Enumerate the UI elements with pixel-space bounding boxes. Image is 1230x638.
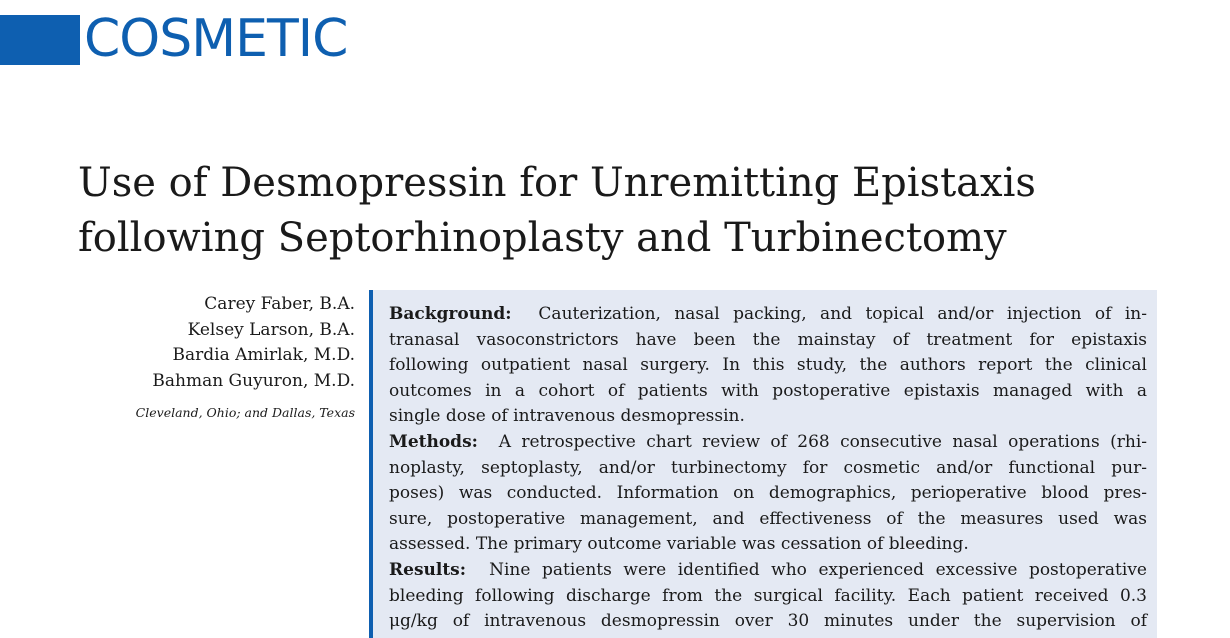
article-title-line: Use of Desmopressin for Unremitting Epistaxis bbox=[78, 160, 1036, 206]
abstract-line: bleeding following discharge from the surgical facility. Each patient received 0.3 bbox=[389, 585, 1147, 606]
methods-text: A retrospective chart review of 268 consecutive nasal operations (rhi- bbox=[498, 431, 1147, 452]
abstract-line: sure, postoperative management, and effectiveness of the measures used was bbox=[389, 508, 1147, 529]
section-label: COSMETIC bbox=[84, 9, 348, 69]
author-affiliation: Cleveland, Ohio; and Dallas, Texas bbox=[135, 405, 355, 420]
abstract-box bbox=[369, 290, 1157, 638]
background-heading: Background: bbox=[389, 304, 512, 324]
author-block bbox=[70, 292, 355, 422]
background-text: Cauterization, nasal packing, and topical and/or injection of in- bbox=[538, 304, 1147, 324]
results-text: Nine patients were identified who experienced excessive postoperative bbox=[489, 559, 1147, 580]
author-name: Bahman Guyuron, M.D. bbox=[152, 370, 355, 391]
results-heading: Results: bbox=[389, 559, 467, 580]
abstract-line: single dose of intravenous desmopressin. bbox=[389, 406, 745, 427]
article-title-line: following Septorhinoplasty and Turbinectomy bbox=[78, 215, 1007, 261]
abstract-line bbox=[389, 558, 1147, 584]
abstract-line: μg/kg of intravenous desmopressin over 30 minutes under the supervision of bbox=[389, 611, 1147, 632]
methods-heading: Methods: bbox=[389, 431, 478, 452]
author-name: Bardia Amirlak, M.D. bbox=[172, 345, 355, 365]
abstract-line bbox=[389, 302, 1147, 328]
abstract-line: assessed. The primary outcome variable was cessation of bleeding. bbox=[389, 534, 969, 555]
abstract-line: tranasal vasoconstrictors have been the mainstay of treatment for epistaxis bbox=[389, 329, 1147, 350]
article-title bbox=[78, 156, 1198, 266]
abstract-line: noplasty, septoplasty, and/or turbinectomy for cosmetic and/or functional pur- bbox=[389, 457, 1147, 478]
author-name: Kelsey Larson, B.A. bbox=[187, 319, 355, 340]
author-name: Carey Faber, B.A. bbox=[204, 294, 355, 314]
abstract-line: outcomes in a cohort of patients with postoperative epistaxis managed with a bbox=[389, 380, 1147, 401]
abstract-line: poses) was conducted. Information on demographics, perioperative blood pres- bbox=[389, 483, 1147, 504]
section-color-bar bbox=[0, 15, 80, 65]
abstract-line bbox=[389, 430, 1147, 456]
abstract-line: following outpatient nasal surgery. In this study, the authors report the clinical bbox=[389, 355, 1147, 376]
